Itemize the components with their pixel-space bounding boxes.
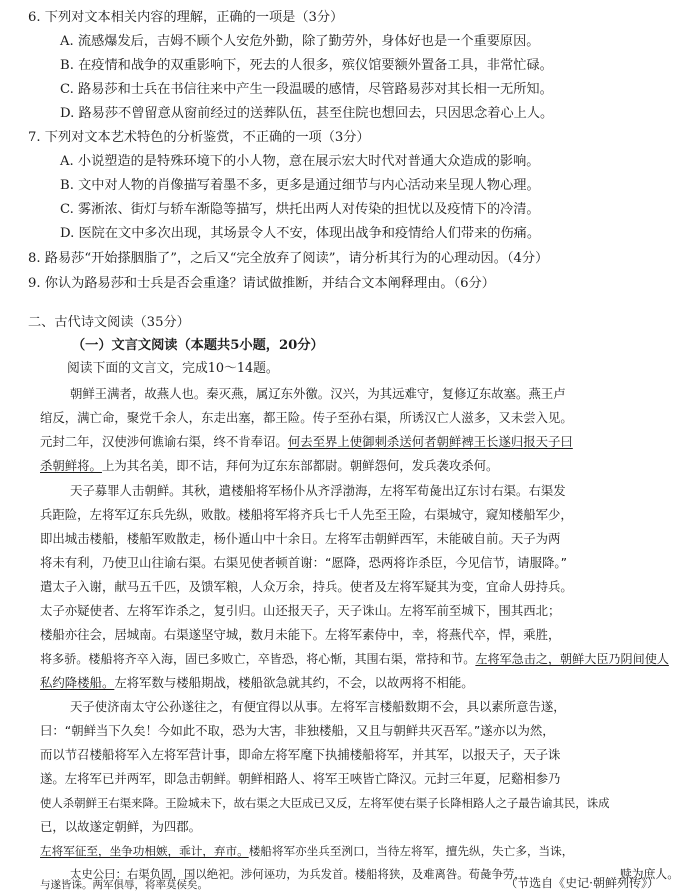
passage-text: 将多骄。楼船将齐卒入海，固已多败亡，卒皆恐，将心惭，其围右渠，常持和节。 xyxy=(40,652,476,666)
reading-instruction: 阅读下面的文言文，完成10～14题。 xyxy=(67,361,279,376)
underlined-translation-sentence: 私约降楼船。 xyxy=(40,675,115,690)
passage-line: 遂。左将军已并两军，即急击朝鲜。朝鲜相路人、将军王唊皆亡降汉。元封三年夏，尼谿相参乃 xyxy=(40,771,561,786)
passage-line: 赎为庶人。 xyxy=(620,867,679,881)
passage-line: 使人杀朝鲜王右渠来降。王险城未下，故右渠之大臣成已又反，左将军使右渠子长降相路人之子最告谕其民，诛成 xyxy=(40,796,610,810)
passage-line: 而以节召楼船将军入左将军营计事，即命左将军麾下执捕楼船将军，并其军，以报天子，天子诛 xyxy=(40,747,561,762)
question-6-stem: 6. 下列对文本相关内容的理解，正确的一项是（3分） xyxy=(28,10,344,25)
passage-line: 与遂皆诛。两军俱辱，将率莫侯矣。 xyxy=(40,879,208,891)
passage-text: 元封二年，汉使涉何谯谕右渠，终不肯奉诏。 xyxy=(40,434,288,449)
underlined-translation-sentence: 左将军急击之，朝鲜大臣乃阴间使人 xyxy=(475,652,669,666)
question-8: 8. 路易莎“开始搽胭脂了”，之后又“完全放弃了阅读”，请分析其行为的心理动因。（4分） xyxy=(28,251,549,266)
underlined-translation-sentence: 何去至界上使御刺杀送何者朝鲜裨王长遂归报天子曰 xyxy=(287,434,573,449)
passage-line: 太子亦疑使者、左将军诈杀之，复引归。山还报天子，天子诛山。左将军前至城下，围其西北； xyxy=(40,603,561,618)
source-citation: （节选自《史记·朝鲜列传》） xyxy=(505,876,659,890)
passage-line: 兵距险，左将军辽东兵先纵，败散。楼船将军将齐兵七千人先至王险，右渠城守，窥知楼船军少， xyxy=(40,507,573,522)
section-title: 二、古代诗文阅读（35分） xyxy=(28,315,190,330)
passage-line xyxy=(40,456,498,476)
passage-line: 天子使济南太守公孙遂往之，有便宜得以从事。左将军言楼船数期不会，具以素所意告遂， xyxy=(70,699,566,714)
passage-line xyxy=(40,673,474,693)
passage-text: 楼船将军亦坐兵至洌口，当待左将军，擅先纵，失亡多，当诛， xyxy=(248,844,574,858)
passage-line: 楼船亦往会，居城南。右渠遂坚守城，数月未能下。左将军素侍中，幸，将燕代卒，悍，乘胜， xyxy=(40,627,561,642)
question-6-option-d: D. 路易莎不曾留意从窗前经过的送葬队伍，甚至住院也想回去，只因思念着心上人。 xyxy=(60,106,554,121)
question-6-option-c: C. 路易莎和士兵在书信往来中产生一段温暖的感情，尽管路易莎对其长相一无所知。 xyxy=(60,82,553,97)
question-7-stem: 7. 下列对文本艺术特色的分析鉴赏，不正确的一项（3分） xyxy=(28,130,370,145)
passage-line: 已，以故遂定朝鲜，为四郡。 xyxy=(40,819,202,834)
question-7-option-d: D. 医院在文中多次出现，其场景令人不安，体现出战争和疫情给人们带来的伤痛。 xyxy=(60,226,541,241)
question-9: 9. 你认为路易莎和士兵是否会重逢？请试做推断，并结合文本阐释理由。（6分） xyxy=(28,276,495,291)
passage-line: 太史公曰：右渠负固，国以绝祀。涉何诬功，为兵发首。楼船将狭，及难离咎。荀彘争劳， xyxy=(70,867,526,881)
section-subtitle: （一）文言文阅读（本题共5小题，20分） xyxy=(72,338,324,353)
question-6-option-a: A. 流感爆发后，吉姆不顾个人安危外勤，除了勤劳外，身体好也是一个重要原因。 xyxy=(60,34,540,49)
passage-line: 即出城击楼船，楼船军败散走，杨仆遁山中十余日。左将军击朝鲜西军，未能破自前。天子为两 xyxy=(40,531,561,546)
passage-line: 朝鲜王满者，故燕人也。秦灭燕，属辽东外徼。汉兴，为其远难守，复修辽东故塞。燕王卢 xyxy=(70,386,566,401)
underlined-translation-sentence: 左将军征至，坐争功相嫉，乖计，弃市。 xyxy=(40,844,249,858)
passage-line: 天子募罪人击朝鲜。其秋，遣楼船将军杨仆从齐浮渤海，左将军荀彘出辽东讨右渠。右渠发 xyxy=(70,483,566,498)
passage-text: 左将军数与楼船期战，楼船欲急就其约，不会，以故两将不相能。 xyxy=(114,675,474,690)
passage-line xyxy=(40,649,669,669)
passage-line: 曰：“朝鲜当下久矣！今如此不取，恐为大害，非独楼船，又且与朝鲜共灭吾军。”遂亦以为然， xyxy=(40,723,555,738)
passage-line: 遣太子入谢，献马五千匹，及馈军粮，人众万余，持兵。使者及左将军疑其为变，宜命人毋持兵。 xyxy=(40,579,573,594)
question-7-option-a: A. 小说塑造的是特殊环境下的小人物，意在展示宏大时代对普通大众造成的影响。 xyxy=(60,154,540,169)
passage-text: 上为其名美，即不诘，拜何为辽东东部都尉。朝鲜怨何，发兵袭攻杀何。 xyxy=(101,458,499,473)
question-6-option-b: B. 在疫情和战争的双重影响下，死去的人很多，殡仪馆要额外置备工具，非常忙碌。 xyxy=(60,58,553,73)
underlined-translation-sentence: 杀朝鲜将。 xyxy=(40,458,102,473)
passage-line: 将未有利，乃使卫山往谕右渠。右渠见使者顿首谢：“愿降，恐两将诈杀臣，今见信节，请服降。” xyxy=(40,555,568,570)
passage-line xyxy=(40,432,573,452)
question-7-option-c: C. 雾淅浓、街灯与轿车渐隐等描写，烘托出两人对传染的担忧以及疫情下的冷清。 xyxy=(60,202,540,217)
question-7-option-b: B. 文中对人物的肖像描写着墨不多，更多是通过细节与内心活动来呈现人物心理。 xyxy=(60,178,540,193)
passage-line xyxy=(40,841,573,861)
passage-line: 绾反，满亡命，聚党千余人，东走出塞，都王险。传子至孙右渠，所诱汉亡人滋多，又未尝入见。 xyxy=(40,410,573,425)
